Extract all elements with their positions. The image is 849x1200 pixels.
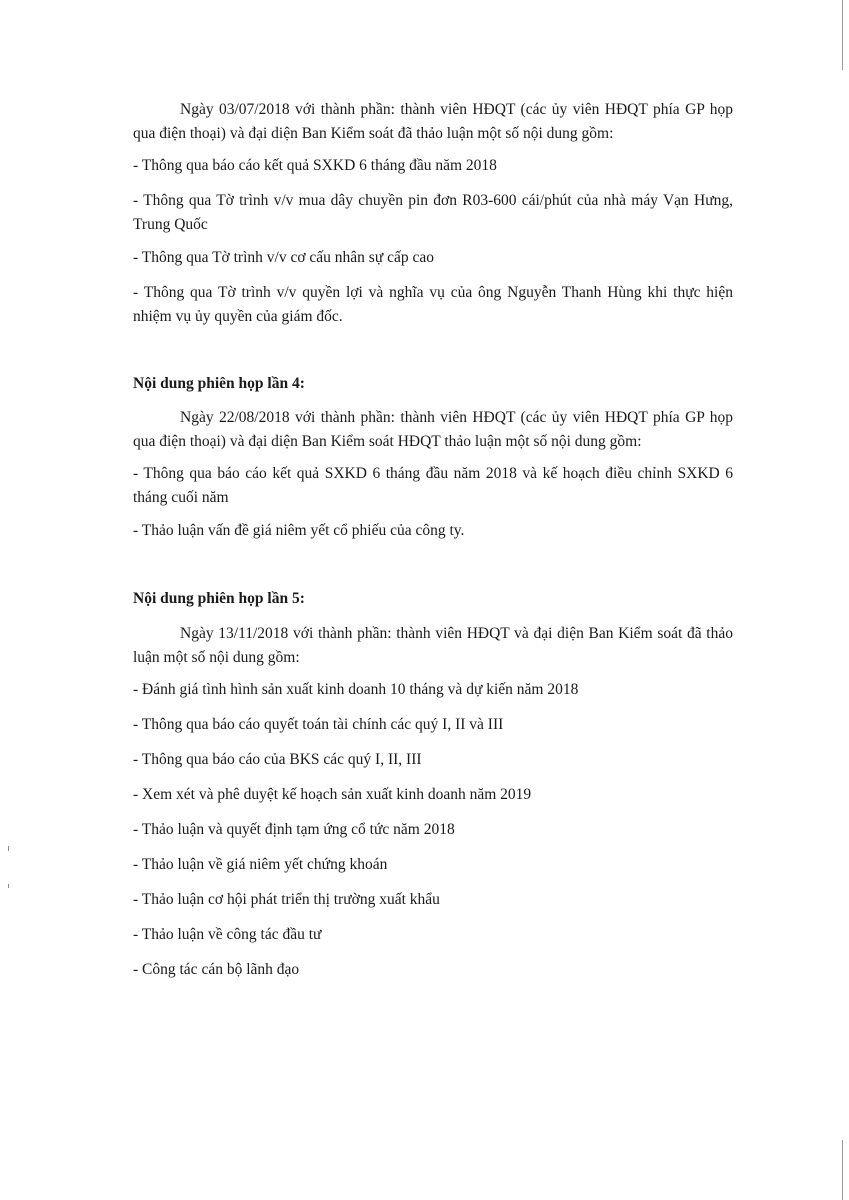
meeting5-item-4: - Xem xét và phê duyệt kế hoạch sản xuất kinh doanh năm 2019 [133,786,532,803]
meeting5-item-6: - Thảo luận về giá niêm yết chứng khoán [133,856,388,873]
scan-speck [8,846,9,851]
meeting3-item-2: - Thông qua Tờ trình v/v mua dây chuyền pin đơn R03-600 cái/phút của nhà máy Vạn Hưng, Trung Quốc [133,192,733,233]
meeting5-item-3: - Thông qua báo cáo của BKS các quý I, II, III [133,751,422,768]
meeting5-item-8: - Thảo luận về công tác đầu tư [133,926,322,943]
meeting5-item-2: - Thông qua báo cáo quyết toán tài chính các quý I, II và III [133,716,504,733]
meeting3-intro: Ngày 03/07/2018 với thành phần: thành viên HĐQT (các ủy viên HĐQT phía GP họp qua điện thoại) và đại diện Ban Kiểm soát đã thảo luận một số nội dung gồm: [133,101,733,142]
scan-speck [8,884,9,888]
meeting4-item-1: - Thông qua báo cáo kết quả SXKD 6 tháng đầu năm 2018 và kế hoạch điều chỉnh SXKD 6 tháng cuối năm [133,465,733,506]
meeting5-item-7: - Thảo luận cơ hội phát triển thị trường xuất khẩu [133,891,440,908]
meeting3-item-1: - Thông qua báo cáo kết quả SXKD 6 tháng đầu năm 2018 [133,157,497,174]
meeting5-item-5: - Thảo luận và quyết định tạm ứng cổ tức năm 2018 [133,821,455,838]
scan-edge-line-bottom [842,1140,843,1200]
meeting5-item-9: - Công tác cán bộ lãnh đạo [133,961,300,978]
meeting5-item-1: - Đánh giá tình hình sản xuất kinh doanh 10 tháng và dự kiến năm 2018 [133,681,579,698]
meeting4-heading: Nội dung phiên họp lần 4: [133,375,305,392]
scan-edge-line [842,0,843,70]
meeting5-intro: Ngày 13/11/2018 với thành phần: thành viên HĐQT và đại diện Ban Kiểm soát đã thảo luận một số nội dung gồm: [133,625,733,666]
meeting4-intro: Ngày 22/08/2018 với thành phần: thành viên HĐQT (các ủy viên HĐQT phía GP họp qua điện thoại) và đại diện Ban Kiểm soát HĐQT thảo luận một số nội dung gồm: [133,409,733,450]
meeting5-heading: Nội dung phiên họp lần 5: [133,590,305,607]
meeting3-item-4: - Thông qua Tờ trình v/v quyền lợi và nghĩa vụ của ông Nguyễn Thanh Hùng khi thực hiện nhiệm vụ ủy quyền của giám đốc. [133,284,733,325]
meeting4-item-2: - Thảo luận vấn đề giá niêm yết cổ phiếu của công ty. [133,522,465,539]
meeting3-item-3: - Thông qua Tờ trình v/v cơ cấu nhân sự cấp cao [133,249,434,266]
